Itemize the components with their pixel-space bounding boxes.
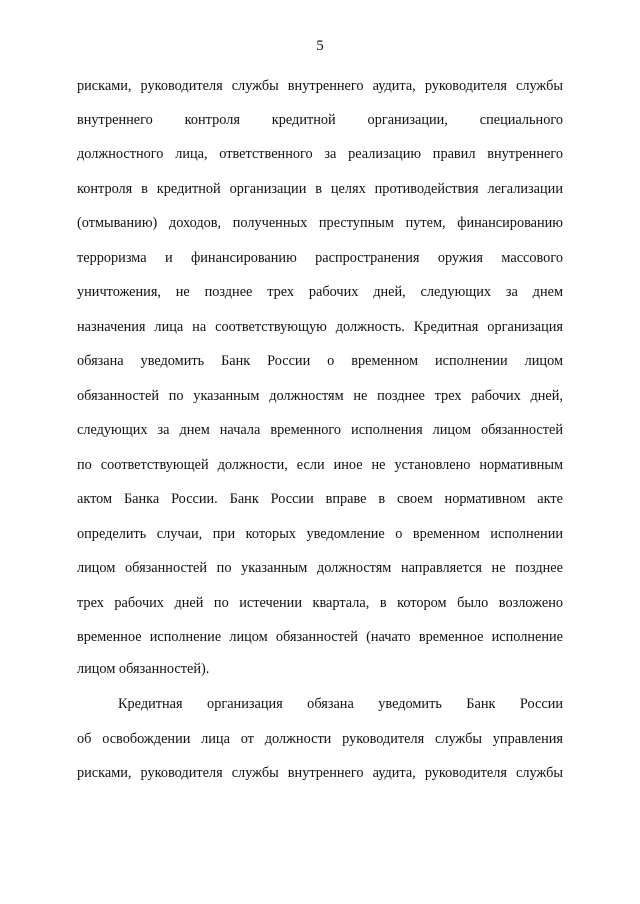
text-line: терроризма и финансированию распространения оружия массового: [77, 250, 563, 266]
text-line: внутреннего контроля кредитной организации, специального: [77, 112, 563, 128]
text-line: лицом обязанностей).: [77, 661, 210, 677]
text-line: следующих за днем начала временного исполнения лицом обязанностей: [77, 422, 563, 438]
text-line: Кредитная организация обязана уведомить Банк России: [118, 696, 563, 712]
page-number: 5: [316, 38, 324, 54]
text-line: временное исполнение лицом обязанностей (начато временное исполнение: [77, 629, 563, 645]
text-line: обязана уведомить Банк России о временном исполнении лицом: [77, 353, 563, 369]
text-line: определить случаи, при которых уведомление о временном исполнении: [77, 526, 563, 542]
text-line: рисками, руководителя службы внутреннего аудита, руководителя службы: [77, 765, 563, 781]
text-line: обязанностей по указанным должностям не позднее трех рабочих дней,: [77, 388, 563, 404]
text-line: лицом обязанностей по указанным должностям направляется не позднее: [77, 560, 563, 576]
text-line: рисками, руководителя службы внутреннего аудита, руководителя службы: [77, 78, 563, 94]
text-line: трех рабочих дней по истечении квартала, в котором было возложено: [77, 595, 563, 611]
text-line: актом Банка России. Банк России вправе в своем нормативном акте: [77, 491, 563, 507]
text-line: должностного лица, ответственного за реализацию правил внутреннего: [77, 146, 563, 162]
text-line: назначения лица на соответствующую должность. Кредитная организация: [77, 319, 563, 335]
text-line: (отмыванию) доходов, полученных преступным путем, финансированию: [77, 215, 563, 231]
text-line: уничтожения, не позднее трех рабочих дней, следующих за днем: [77, 284, 563, 300]
text-line: об освобождении лица от должности руководителя службы управления: [77, 731, 563, 747]
text-line: по соответствующей должности, если иное не установлено нормативным: [77, 457, 563, 473]
text-line: контроля в кредитной организации в целях противодействия легализации: [77, 181, 563, 197]
